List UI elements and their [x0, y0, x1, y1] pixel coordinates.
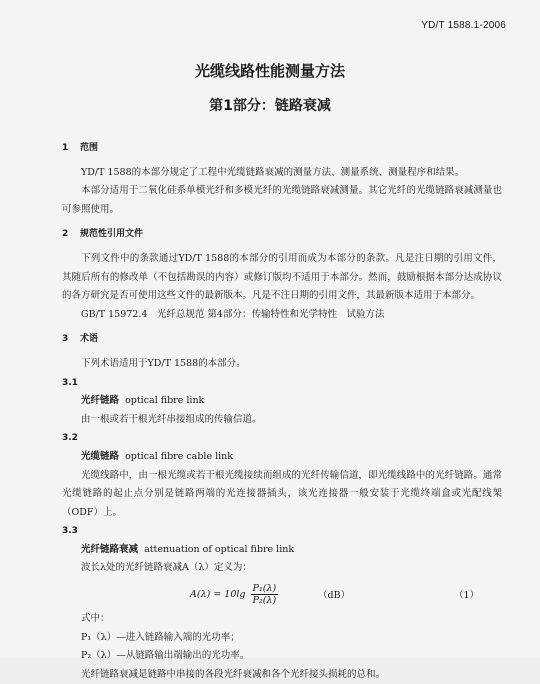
standard-number: YD/T 1588.1-2006 — [421, 20, 506, 31]
formula-fraction — [251, 583, 279, 606]
term-3-2-definition: 光缆线路中，由一根光缆或若干根光缆接续而组成的光纤传输信道，即光缆线路中的光纤链路。通常光缆链路的起止点分别是链路两端的光连接器插头，该光连接器一般安装于光缆终端盒或光配线架（ODF）上。 — [62, 469, 502, 518]
formula-numerator: P₁(λ) — [252, 583, 277, 595]
formula-1 — [62, 578, 502, 608]
p1-definition: P₁（λ）—进入链路输入端的光功率； — [81, 631, 240, 643]
p2-definition: P₂（λ）—从链路输出端输出的光功率。 — [81, 650, 250, 662]
section-3-intro: 下列术语适用于YD/T 1588的本部分。 — [81, 357, 246, 369]
section-1-heading — [62, 139, 502, 158]
term-3-3-number: 3.3 — [62, 526, 78, 537]
section-number: 2 — [62, 229, 69, 240]
section-title: 规范性引用文件 — [80, 229, 144, 240]
attenuation-closing-paragraph: 光纤链路衰减是链路中串接的各段光纤衰减和各个光纤接头损耗的总和。 — [81, 668, 386, 680]
term-name: 光缆链路 — [81, 450, 120, 462]
document-title: 光缆线路性能测量方法 — [194, 62, 345, 80]
normative-reference: GB/T 15972.4 光纤总规范 第4部分：传输特性和光学特性 试验方法 — [81, 308, 385, 320]
section-number: 1 — [62, 143, 69, 153]
section-2-paragraph: 下列文件中的条款通过YD/T 1588的本部分的引用而成为本部分的条款。凡是注日期的引用文件，其随后所有的修改单（不包括勘误的内容）或修订版均不适用于本部分。然而，鼓励根据本部分达成协议的各方研究是否可使用这些文件的最新版本。凡是不注日期的引用文件，其最新版本适用于本部分。 — [62, 252, 502, 302]
section-2-heading — [62, 225, 502, 244]
section-title: 术语 — [80, 334, 99, 345]
term-3-2 — [62, 448, 502, 467]
term-english: optical fibre link — [125, 395, 205, 407]
term-3-2-number: 3.2 — [62, 433, 78, 444]
term-name: 光纤链路衰减 — [81, 543, 139, 555]
section-1-paragraph-1: YD/T 1588的本部分规定了工程中光缆链路衰减的测量方法、测量系统、测量程序和结果。 — [81, 166, 465, 178]
formula-denominator: P₂(λ) — [252, 595, 277, 607]
term-3-3-definition-intro: 波长λ处的光纤链路衰减A（λ）定义为： — [81, 562, 252, 574]
term-name: 光纤链路 — [81, 395, 120, 407]
term-3-1-definition: 由一根或若干根光纤串接组成的传输信道。 — [81, 413, 262, 425]
formula-unit: （dB） — [318, 590, 351, 602]
term-3-1-number: 3.1 — [62, 377, 78, 388]
term-3-1 — [62, 392, 502, 411]
document-subtitle: 第1部分：链路衰减 — [209, 98, 331, 114]
term-3-3 — [62, 541, 502, 560]
document-body — [62, 139, 502, 684]
section-1-paragraph-2: 本部分适用于二氧化硅系单模光纤和多模光纤的光缆链路衰减测量。其它光纤的光缆链路衰减测量也可参照使用。 — [62, 185, 502, 215]
section-title: 范围 — [80, 143, 99, 153]
equation-number: （1） — [454, 590, 480, 602]
term-english: attenuation of optical fibre link — [144, 543, 295, 555]
where-label: 式中： — [81, 613, 110, 625]
section-3-heading — [62, 330, 502, 349]
formula-lhs: A(λ) = 10lg — [190, 589, 246, 601]
term-english: optical fibre cable link — [125, 450, 234, 462]
section-number: 3 — [62, 334, 69, 345]
formula-expression — [190, 583, 278, 606]
